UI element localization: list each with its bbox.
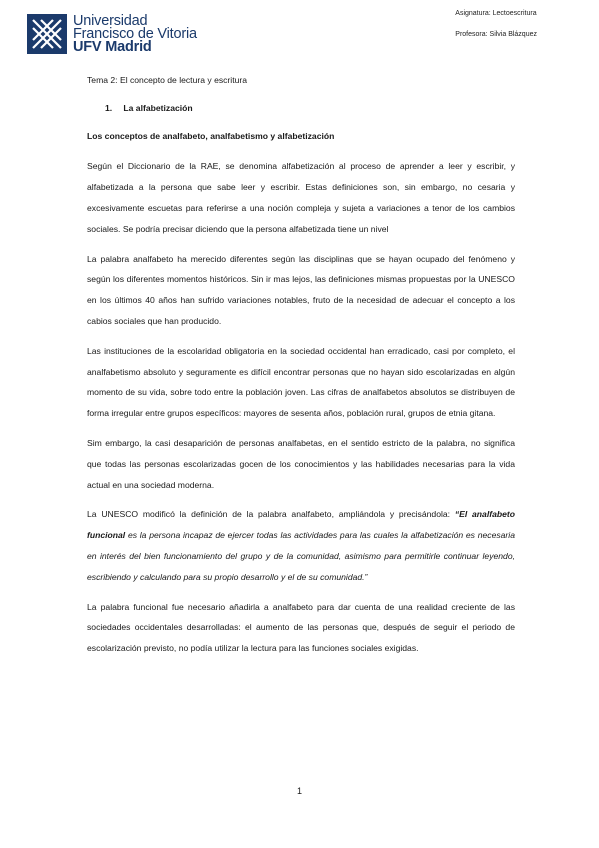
paragraph: La palabra funcional fue necesario añadirla a analfabeto para dar cuenta de una realidad creciente de las sociedades occidentales desarrolladas: el aumento de las personas que, después de seguir el periodo de escolarización previsto, no podía utilizar la lectura para las funciones sociales exigidas.: [87, 601, 515, 654]
page-number: 1: [296, 786, 302, 796]
unesco-quote: [87, 509, 515, 581]
subheading: Los conceptos de analfabeto, analfabetismo y alfabetización: [87, 130, 335, 141]
teacher-label: Profesora: Silvia Blázquez: [455, 31, 537, 38]
paragraph: La palabra analfabeto ha merecido diferentes según las disciplinas que se hayan ocupado del fenómeno y según los diferentes momentos históricos. Sin ir mas lejos, las definiciones mismas propuestas por la UNESCO en los últimos 40 años han sufrido variaciones notables, fruto de la necesidad de adecuar el concepto a los cabios sociales que han producido.: [87, 253, 515, 326]
logo-line-university: Universidad: [73, 13, 148, 29]
paragraph: Según el Diccionario de la RAE, se denomina alfabetización al proceso de aprender a leer y escribir, y alfabetizada a la persona que sabe leer y escribir. Estas definiciones son, sin embargo, no cesaria y excesivamente escuetas para referirse a una noción compleja y sujeta a variaciones a tenor de los cambios sociales. Se podría precisar diciendo que la persona alfabetizada tiene un nivel: [87, 161, 515, 234]
topic-title: Tema 2: El concepto de lectura y escritura: [87, 75, 248, 85]
section-number: 1.: [105, 102, 113, 113]
paragraph: Sim embargo, la casi desaparición de personas analfabetas, en el sentido estricto de la palabra, no significa que todas las personas escolarizadas gocen de los conocimientos y las habilidades necesarias para la vida actual en una sociedad moderna.: [87, 437, 515, 490]
paragraph: Las instituciones de la escolaridad obligatoria en la sociedad occidental han erradicado, casi por completo, el analfabetismo absoluto y seguramente es difícil encontrar personas que no hayan sido escolarizadas en algún momento de su vida, sobre todo entre la población joven. Las cifras de analfabetos absolutos se distribuyen de forma irregular entre grupos específicos: mayores de sesenta años, población rural, grupos de etnia gitana.: [87, 345, 515, 419]
university-logo: [27, 14, 197, 58]
section-heading: [87, 98, 515, 119]
unesco-intro: La UNESCO modificó la definición de la palabra analfabeto, ampliándola y precisándola:: [87, 509, 455, 520]
subject-label: Asignatura: Lectoescritura: [455, 10, 537, 17]
logo-wordmark: [73, 15, 197, 54]
section-title: La alfabetización: [123, 102, 193, 113]
unesco-paragraph: [87, 504, 515, 587]
logo-line-name: Francisco de Vitoria: [73, 26, 197, 42]
document-body: [87, 70, 515, 659]
ufv-emblem-icon: [27, 14, 67, 54]
quote-definition: es la persona incapaz de ejercer todas las actividades para las cuales la alfabetización es necesaria en interés del bien funcionamiento del grupo y de la comunidad, asimismo para permitirle continuar leyendo, escribiendo y calculando para su propio desarrollo y el de su comunidad.”: [87, 530, 515, 582]
document-header-info: [455, 8, 537, 40]
quote-term: “El analfabeto funcional: [87, 509, 515, 541]
logo-line-campus: UFV Madrid: [73, 39, 152, 55]
